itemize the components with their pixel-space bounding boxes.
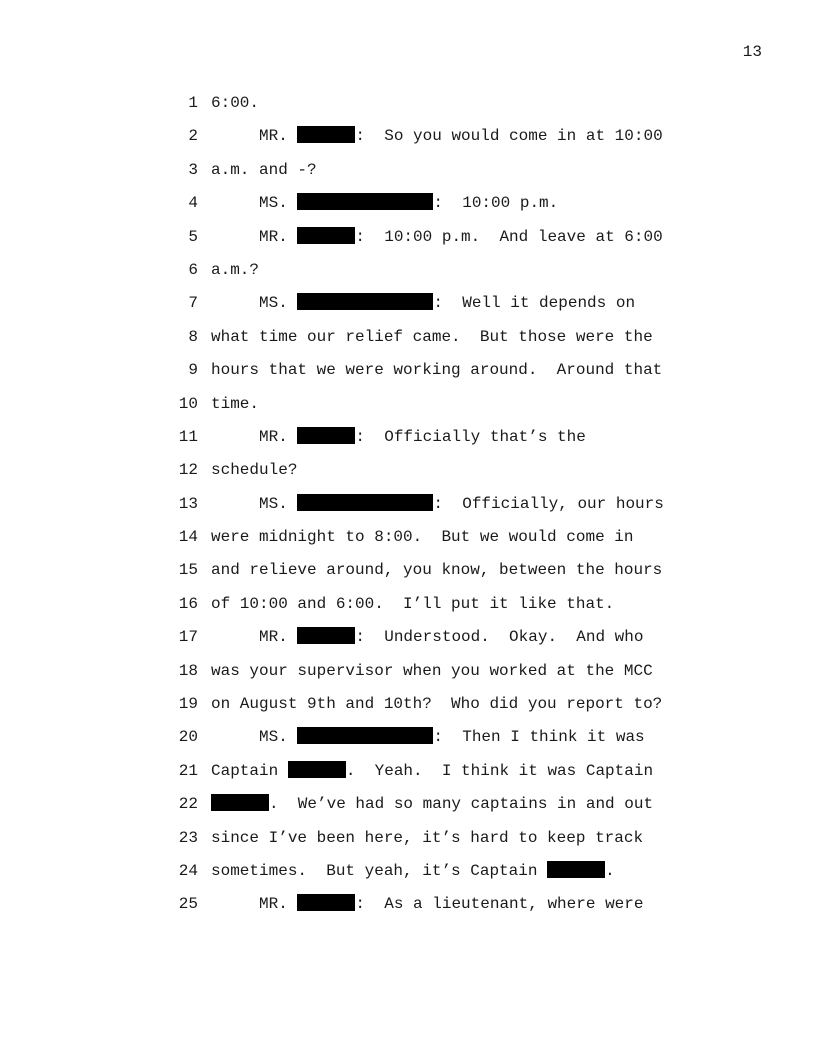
transcript-line [168,626,688,659]
text-segment: Captain [211,761,288,780]
transcript-line [168,125,688,158]
transcript-line [168,159,688,192]
text-segment: a.m.? [211,260,260,279]
redaction-box [211,794,269,811]
line-text [211,827,643,860]
redaction-box [288,761,346,778]
line-number: 13 [178,494,198,513]
text-segment: : So you would come in at 10:00 [355,127,663,146]
text-segment: and relieve around, you know, between the hours [211,561,663,580]
line-text [211,159,317,192]
line-text [211,192,558,225]
text-segment: on August 9th and 10th? Who did you report to? [211,695,663,714]
redaction-box [297,494,433,511]
line-text [211,125,663,158]
text-segment: . We’ve had so many captains in and out [269,795,654,814]
text-segment: : Understood. Okay. And who [355,628,644,647]
redaction-box [297,727,433,744]
line-text [211,393,259,426]
transcript-line [168,493,688,526]
text-segment: MR. [211,427,298,446]
line-text [211,226,663,259]
page-number: 13 [742,43,762,61]
transcript-line [168,259,688,292]
transcript-line [168,827,688,860]
line-text [211,593,614,626]
transcript-line [168,226,688,259]
line-text [211,92,259,125]
transcript-body [168,92,688,927]
line-number: 8 [188,327,198,346]
redaction-box [297,427,355,444]
text-segment: . [605,861,615,880]
line-text [211,660,653,693]
line-number: 1 [188,94,198,112]
text-segment: MS. [211,494,298,513]
transcript-line [168,192,688,225]
redaction-box [297,227,355,244]
text-segment: what time our relief came. But those were the [211,327,653,346]
transcript-line [168,292,688,325]
line-text [211,626,643,659]
text-segment: were midnight to 8:00. But we would come in [211,528,634,547]
redaction-box [297,193,433,210]
line-number: 16 [178,594,198,613]
line-number: 24 [178,861,198,880]
transcript-line [168,426,688,459]
line-number: 12 [178,461,198,480]
line-number: 23 [178,828,198,847]
redaction-box [297,293,433,310]
text-segment: MR. [211,227,298,246]
text-segment: 6:00. [211,94,260,112]
line-text [211,693,662,726]
line-text [211,292,635,325]
line-text [211,893,643,926]
text-segment: MS. [211,194,298,213]
line-number: 5 [188,227,198,246]
text-segment: MS. [211,294,298,313]
transcript-line [168,726,688,759]
text-segment: sometimes. But yeah, it’s Captain [211,861,548,880]
text-segment: schedule? [211,461,298,480]
text-segment: : 10:00 p.m. And leave at 6:00 [355,227,663,246]
transcript-line [168,393,688,426]
transcript-line [168,660,688,693]
text-segment: : Then I think it was [433,728,645,747]
line-number: 7 [188,294,198,313]
text-segment: MR. [211,895,298,914]
line-text [211,526,633,559]
text-segment: since I’ve been here, it’s hard to keep track [211,828,644,847]
text-segment: : Officially that’s the [355,427,586,446]
transcript-line [168,593,688,626]
transcript-line [168,526,688,559]
text-segment: . Yeah. I think it was Captain [345,761,654,780]
line-number: 22 [178,795,198,814]
line-text [211,259,259,292]
line-number: 20 [178,728,198,747]
text-segment: : Officially, our hours [433,494,664,513]
line-number: 14 [178,528,198,547]
line-number: 10 [178,394,198,413]
line-number: 15 [178,561,198,580]
line-text [211,359,662,392]
transcript-line [168,793,688,826]
transcript-line [168,559,688,592]
line-text [211,793,653,826]
line-number: 9 [188,361,198,380]
line-text [211,493,664,526]
text-segment: was your supervisor when you worked at the MCC [211,661,653,680]
transcript-line [168,860,688,893]
line-text [211,426,586,459]
transcript-line [168,92,688,125]
line-text [211,559,662,592]
line-number: 18 [178,661,198,680]
line-number: 17 [178,628,198,647]
text-segment: MR. [211,127,298,146]
line-text [211,860,615,893]
redaction-box [297,126,355,143]
line-number: 2 [188,127,198,146]
text-segment: MR. [211,628,298,647]
transcript-line [168,326,688,359]
text-segment: of 10:00 and 6:00. I’ll put it like that. [211,594,615,613]
line-text [211,326,653,359]
line-number: 11 [178,427,198,446]
line-number: 4 [188,194,198,213]
line-text [211,726,645,759]
redaction-box [297,894,355,911]
line-number: 19 [178,695,198,714]
text-segment: a.m. and -? [211,160,317,179]
line-number: 21 [178,761,198,780]
text-segment: MS. [211,728,298,747]
redaction-box [297,627,355,644]
text-segment: : Well it depends on [433,294,636,313]
transcript-line [168,459,688,492]
text-segment: hours that we were working around. Around that [211,361,663,380]
transcript-line [168,359,688,392]
line-text [211,760,653,793]
line-text [211,459,297,492]
text-segment: time. [211,394,260,413]
line-number: 6 [188,260,198,279]
line-number: 3 [188,160,198,179]
redaction-box [547,861,605,878]
line-number: 25 [178,895,198,914]
transcript-line [168,693,688,726]
text-segment: : As a lieutenant, where were [355,895,644,914]
text-segment: : 10:00 p.m. [433,194,559,213]
transcript-line [168,760,688,793]
transcript-line [168,893,688,926]
